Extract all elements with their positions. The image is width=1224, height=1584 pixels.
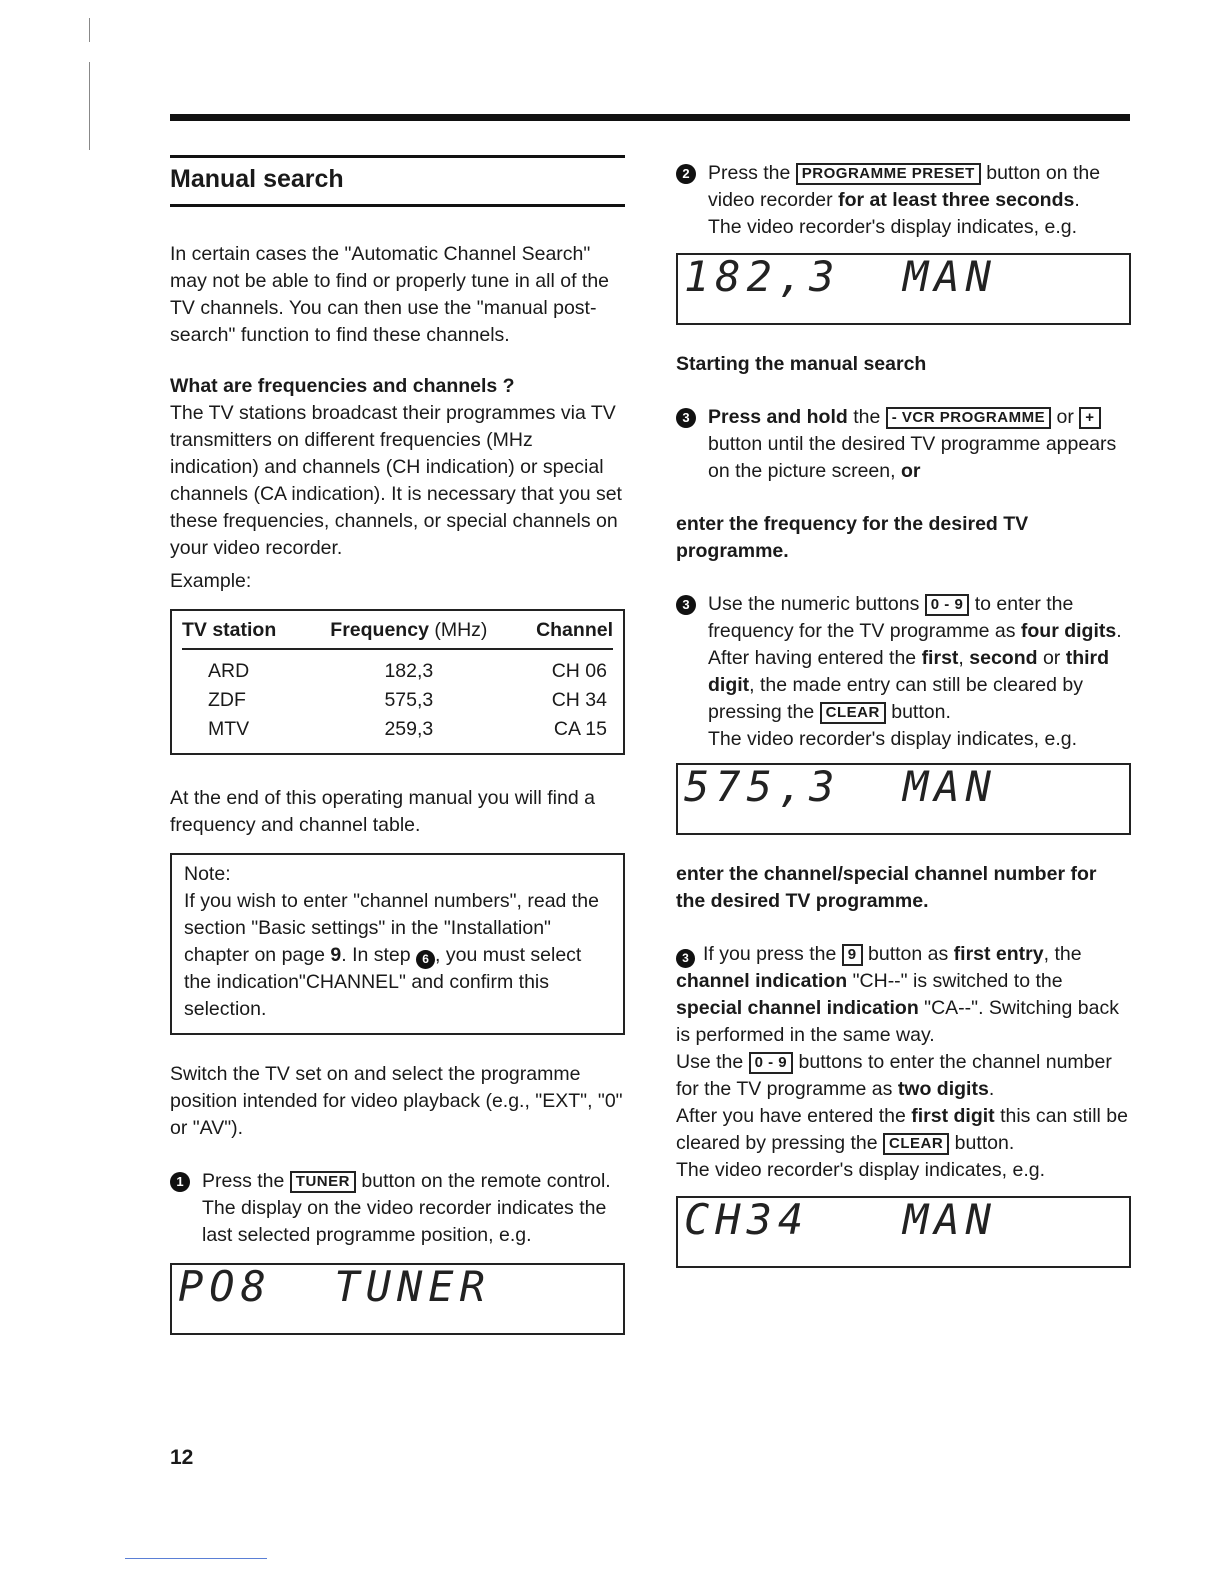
intro-paragraph: In certain cases the "Automatic Channel Search" may not be able to find or properly tune in all of the TV channels. You can then use the "manual post-search" function to find these channels. (170, 243, 610, 346)
tuner-key: TUNER (290, 1171, 356, 1193)
table-row: ZDF 575,3 CH 34 (208, 689, 607, 711)
freq-paragraph: The TV stations broadcast their programmes via TV transmitters on different frequencies (MHz indication) and channels (CH indication) or special channels (CA indication). It is necessary that you set these frequencies, channels, or special channels on your video recorder. (170, 402, 622, 559)
switch-paragraph: Switch the TV set on and select the programme position intended for video playback (e.g., "EXT", "0" or "AV"). (170, 1063, 623, 1139)
programme-preset-key: PROGRAMME PRESET (796, 163, 981, 185)
section-title-box (170, 155, 625, 207)
step-1: 1 Press the TUNER button on the remote control. The display on the video recorder indicates the last selected programme position, e.g. (170, 1168, 625, 1249)
margin-mark (89, 18, 90, 42)
table-note: At the end of this operating manual you will find a frequency and channel table. (170, 787, 595, 836)
nine-key: 9 (842, 944, 863, 966)
note-box (170, 853, 625, 1035)
vcr-display: 182,3 MAN (676, 253, 1131, 325)
step-number-icon: 2 (676, 164, 696, 184)
vcr-display: PO8 TUNER (170, 1263, 625, 1335)
step-number-icon: 3 (676, 408, 696, 428)
left-column (170, 155, 625, 1335)
step-3c: 3 If you press the 9 button as first entry, the channel indication "CH--" is switched to the special channel indication "CA--". Switching back is performed in the same way. Use the 0 - 9 buttons to enter the channel number for the TV programme as two digits. After you have entered the first digit this can still be cleared by pressing the CLEAR button. The video recorder's display indicates, e.g. (676, 943, 1128, 1181)
step-3a: 3 Press and hold the - VCR PROGRAMME or + button until the desired TV programme appears on the picture screen, or (676, 404, 1131, 485)
table-row: ARD 182,3 CH 06 (208, 660, 607, 682)
vcr-programme-minus-key: - VCR PROGRAMME (886, 407, 1051, 429)
col-station: TV station (182, 617, 306, 649)
freq-heading: What are frequencies and channels ? (170, 375, 515, 397)
col-frequency: Frequency (MHz) (306, 617, 512, 649)
right-column (676, 160, 1131, 1268)
margin-mark (89, 62, 90, 150)
note-label: Note: (184, 863, 231, 885)
numeric-key: 0 - 9 (925, 594, 970, 616)
step-number-icon: 3 (676, 595, 696, 615)
step-3b: 3 Use the numeric buttons 0 - 9 to enter the frequency for the TV programme as four digits. After having entered the first, second or third digit, the made entry can still be cleared by pressing the CLEAR button. The video recorder's display indicates, e.g. (676, 591, 1131, 753)
header-rule (170, 114, 1130, 121)
clear-key: CLEAR (820, 702, 886, 724)
col-channel: Channel (512, 617, 613, 649)
vcr-display: CH34 MAN (676, 1196, 1131, 1268)
enter-frequency-heading: enter the frequency for the desired TV programme. (676, 513, 1029, 562)
page-number: 12 (170, 1446, 194, 1469)
clear-key: CLEAR (883, 1133, 949, 1155)
example-label: Example: (170, 570, 252, 592)
footer-line (125, 1558, 267, 1559)
page-title: Manual search (170, 165, 344, 193)
table-row: MTV 259,3 CA 15 (208, 718, 607, 740)
step-number-icon: 3 (676, 949, 695, 968)
start-heading: Starting the manual search (676, 353, 927, 375)
vcr-display: 575,3 MAN (676, 763, 1131, 835)
note-text: If you wish to enter "channel numbers", read the section "Basic settings" in the "Installation" chapter on page 9. In step 6 , you must select the indication"CHANNEL" and confirm this selection. (184, 890, 599, 1020)
numeric-key: 0 - 9 (749, 1052, 794, 1074)
enter-channel-heading: enter the channel/special channel number for the desired TV programme. (676, 863, 1097, 912)
step-2: 2 Press the PROGRAMME PRESET button on the video recorder for at least three seconds. The video recorder's display indicates, e.g. (676, 160, 1131, 241)
frequency-table (170, 609, 625, 755)
plus-key: + (1079, 407, 1100, 429)
step-ref-icon: 6 (416, 950, 435, 969)
step-number-icon: 1 (170, 1172, 190, 1192)
